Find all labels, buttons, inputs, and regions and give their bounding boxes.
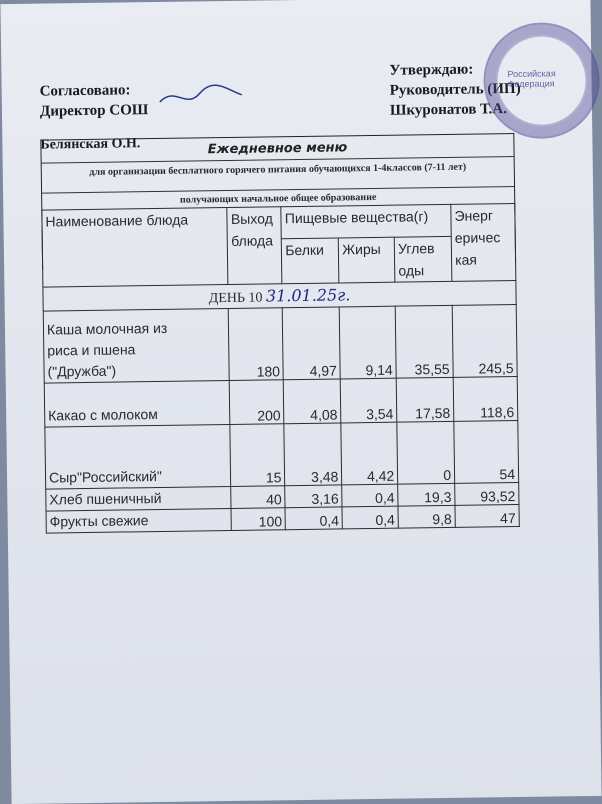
- dish-carbs: 9,8: [398, 505, 455, 528]
- header-fat: [339, 237, 396, 283]
- header-protein-text: Белки: [285, 241, 325, 259]
- dish-yield: 100: [231, 508, 285, 531]
- dish-carbs: 35,55: [395, 305, 453, 378]
- head-title: Руководитель (ИП): [389, 80, 521, 99]
- header-energy-line2: еричес: [454, 229, 501, 246]
- dish-name: [43, 309, 229, 384]
- header-dish-name: [42, 208, 228, 288]
- dish-fat: 0,4: [342, 484, 398, 507]
- header-nutrients: [281, 204, 451, 238]
- dish-energy: 245,5: [452, 304, 517, 377]
- dish-fat: 4,42: [341, 422, 398, 485]
- dish-name: Хлеб пшеничный: [46, 486, 232, 511]
- dish-yield: 15: [230, 424, 285, 487]
- dish-name-line: риса и пшена: [47, 341, 136, 359]
- header-carbs: [394, 236, 451, 282]
- signature-left-mark: [156, 81, 246, 112]
- header-energy-line3: кая: [455, 251, 478, 268]
- dish-protein: 3,16: [285, 485, 342, 508]
- dish-protein: 4,08: [284, 379, 341, 424]
- table-row: [43, 304, 517, 383]
- approve-label: Утверждаю:: [389, 61, 474, 79]
- dish-energy: 93,52: [455, 482, 519, 505]
- menu-title: Ежедневное меню: [207, 140, 348, 158]
- dish-name: Фрукты свежие: [46, 508, 232, 533]
- dish-fat: 0,4: [342, 506, 398, 529]
- header-carbs-line1: Углев: [397, 240, 435, 257]
- header-yield: [227, 207, 282, 285]
- table-row: [44, 376, 518, 427]
- dish-name: Сыр"Российский": [45, 424, 231, 489]
- header-energy-line1: Энерг: [454, 207, 494, 224]
- menu-table: [41, 203, 519, 534]
- day-label: ДЕНЬ 10: [208, 290, 263, 306]
- dish-name-line: Каша молочная из: [46, 319, 168, 338]
- director-name: Белянская О.Н.: [40, 136, 141, 153]
- approved-label: Согласовано:: [39, 82, 131, 100]
- header-yield-line2: блюда: [231, 232, 274, 249]
- director-title: Директор СОШ: [39, 102, 149, 120]
- dish-yield: 200: [230, 380, 285, 425]
- round-stamp: [483, 22, 601, 140]
- header-yield-line1: Выход: [230, 210, 273, 227]
- header-dish-name-text: Наименование блюда: [45, 211, 189, 230]
- header-protein: [282, 238, 340, 284]
- dish-protein: 0,4: [285, 507, 342, 530]
- menu-subtitle-1: для организации бесплатного горячего питания обучающихся 1-4классов (7-11 лет): [89, 161, 467, 178]
- dish-energy: 47: [455, 504, 519, 527]
- head-name: Шкуронатов Т.А.: [389, 101, 508, 119]
- day-date: 31.01.25г.: [265, 284, 351, 305]
- dish-carbs: 17,58: [396, 377, 453, 422]
- dish-carbs: 0: [397, 421, 455, 484]
- stamp-text: Российская Федерация: [507, 68, 556, 90]
- dish-protein: 3,48: [284, 423, 342, 486]
- header-carbs-line2: оды: [398, 262, 425, 279]
- menu-subtitle-2: получающих начальное общее образование: [179, 191, 377, 206]
- dish-name: Какао с молоком: [44, 380, 230, 427]
- dish-energy: 54: [454, 420, 519, 483]
- table-row: [45, 420, 519, 489]
- dish-carbs: 19,3: [398, 483, 455, 506]
- signature-left: [156, 81, 246, 116]
- dish-yield: 40: [231, 486, 285, 509]
- header-nutrients-text: Пищевые вещества(г): [284, 208, 429, 227]
- dish-name-line: ("Дружба"): [47, 362, 117, 380]
- dish-protein: 4,97: [283, 307, 341, 380]
- dish-yield: 180: [229, 308, 284, 381]
- dish-fat: 9,14: [339, 306, 396, 379]
- dish-energy: 118,6: [453, 376, 518, 421]
- dish-fat: 3,54: [340, 378, 397, 423]
- header-fat-text: Жиры: [342, 240, 381, 258]
- header-energy: [451, 203, 516, 281]
